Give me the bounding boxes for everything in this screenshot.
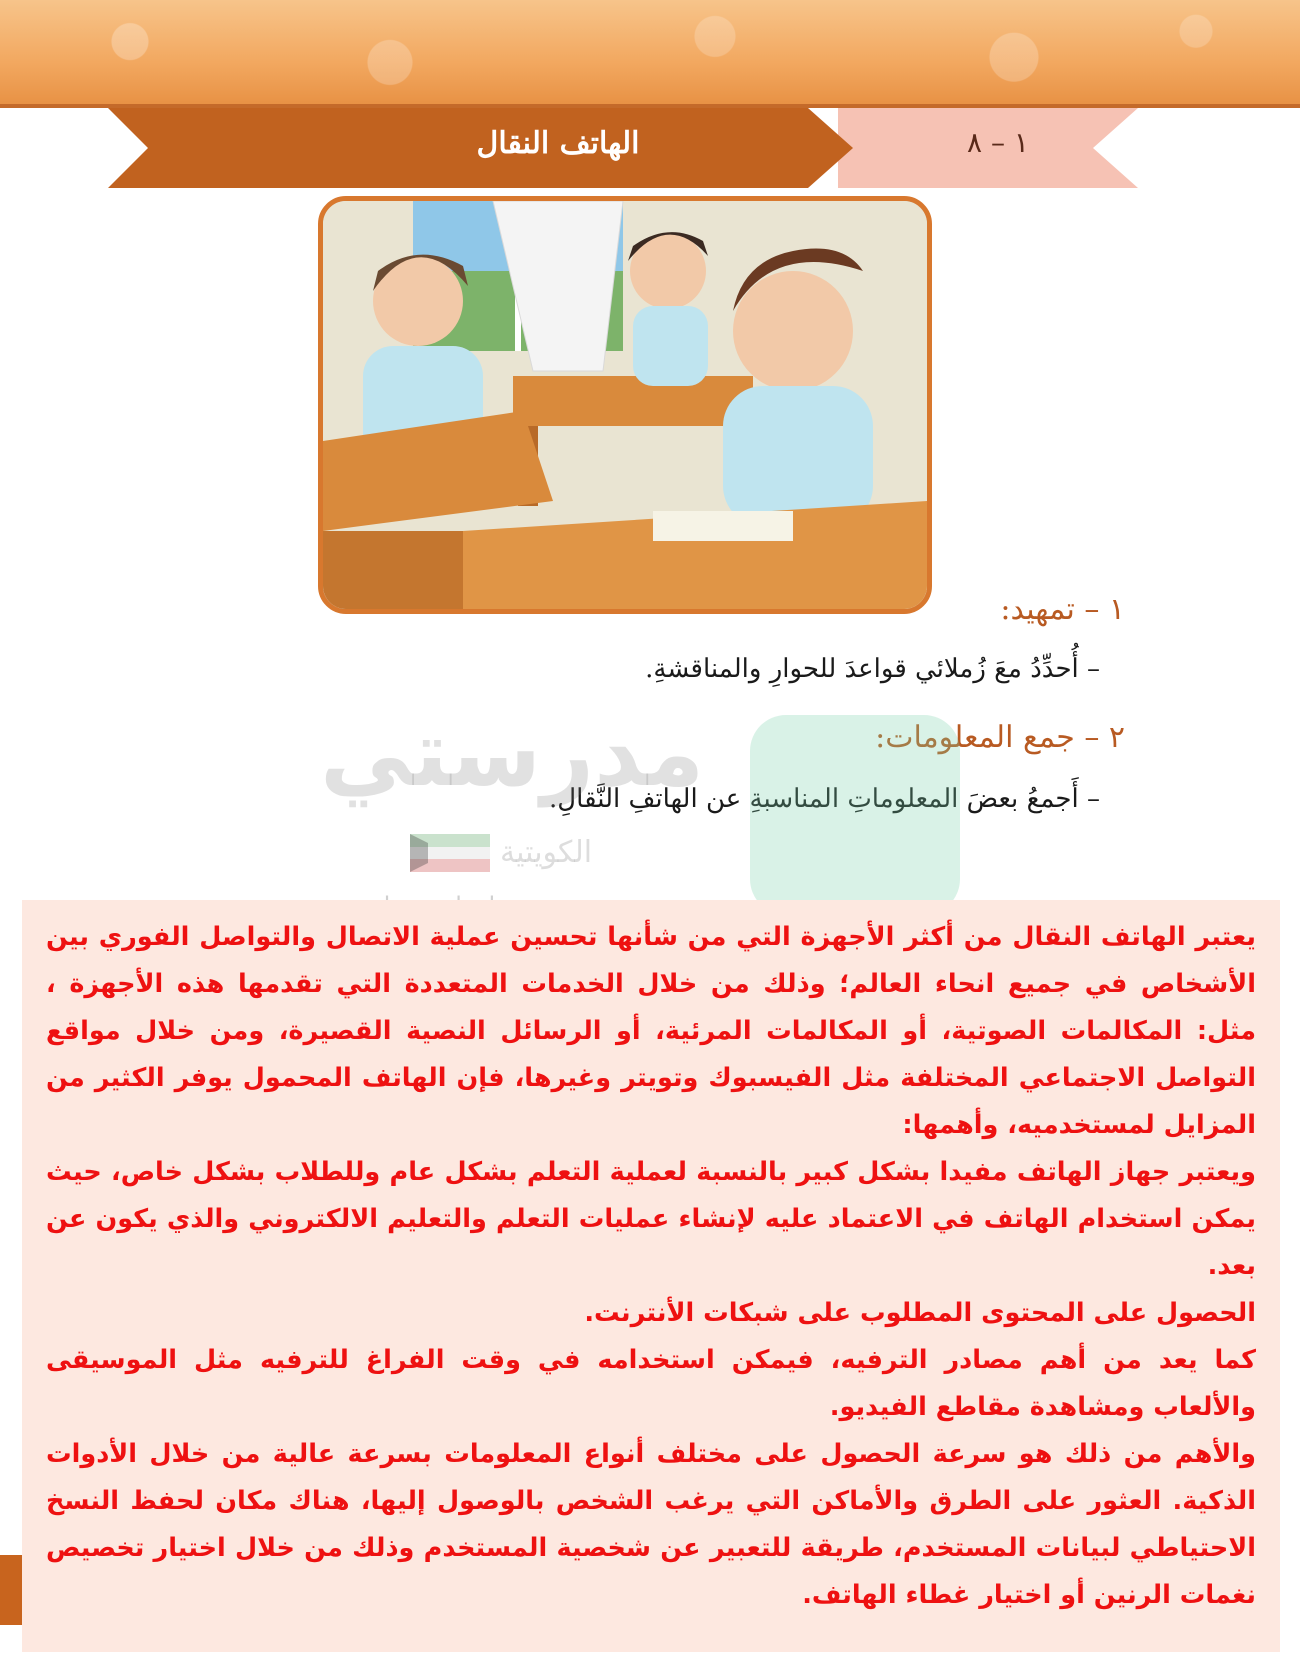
decorative-header-band: [0, 0, 1300, 108]
paragraph: يعتبر الهاتف النقال من أكثر الأجهزة التي من شأنها تحسين عملية الاتصال والتواصل الفوري بين الأشخاص في جميع انحاء العالم؛ وذلك من خلال الخدمات المتعددة التي تقدمها هذه الأجهزة ، مثل: المكالمات الصوتية، أو المكالمات المرئية، أو الرسائل النصية القصيرة، ومن خلال مواقع التواصل الاجتماعي المختلفة مثل الفيسبوك وتويتر وغيرها، فإن الهاتف المحمول يوفر الكثير من المزايل لمستخدميه، وأهمها:: [46, 922, 1256, 1140]
answer-box: [22, 900, 1280, 1652]
paragraph: ويعتبر جهاز الهاتف مفيدا بشكل كبير بالنسبة لعملية التعلم بشكل عام وللطلاب بشكل خاص، حيث يمكن استخدام الهاتف في الاعتماد عليه لإنشاء عمليات التعلم والتعليم الالكتروني والذي يكون عن بعد.: [46, 1157, 1256, 1281]
section-item-intro: – أُحدِّدُ معَ زُملائي قواعدَ للحوارِ والمناقشةِ.: [645, 654, 1100, 684]
section-heading-info: ٢ – جمع المعلومات:: [875, 720, 1125, 755]
paragraph: والأهم من ذلك هو سرعة الحصول على مختلف أنواع المعلومات بسرعة عالية من خلال الأدوات الذكية. العثور على الطرق والأماكن التي يرغب الشخص بالوصول إليها، هناك مكان لحفظ النسخ الاحتياطي لبيانات المستخدم، طريقة للتعبير عن شخصية المستخدم وذلك من خلال اختيار تخصيص نغمات الرنين أو اختيار غطاء الهاتف.: [46, 1439, 1256, 1610]
section-heading-intro: ١ – تمهيد:: [1000, 592, 1125, 627]
kuwait-flag-icon: [410, 834, 490, 872]
page-edge-strip: [0, 1555, 22, 1625]
watermark-name: مدرستي: [320, 700, 705, 807]
paragraph: الحصول على المحتوى المطلوب على شبكات الأنترنت.: [584, 1298, 1256, 1328]
watermark-country: الكويتية: [500, 835, 593, 870]
paragraph: كما يعد من أهم مصادر الترفيه، فيمكن استخدامه في وقت الفراغ للترفيه مثل الموسيقى والألعاب ومشاهدة مقاطع الفيديو.: [46, 1345, 1256, 1422]
lesson-title: الهاتف النقال: [476, 126, 640, 161]
lesson-banner: [108, 108, 1138, 188]
classroom-illustration: [318, 196, 932, 614]
section-item-info: – أَجمعُ بعضَ المعلوماتِ المناسبةِ عن الهاتفِ النَّقالِ.: [549, 784, 1100, 814]
lesson-number: ١ – ٨: [967, 126, 1029, 159]
